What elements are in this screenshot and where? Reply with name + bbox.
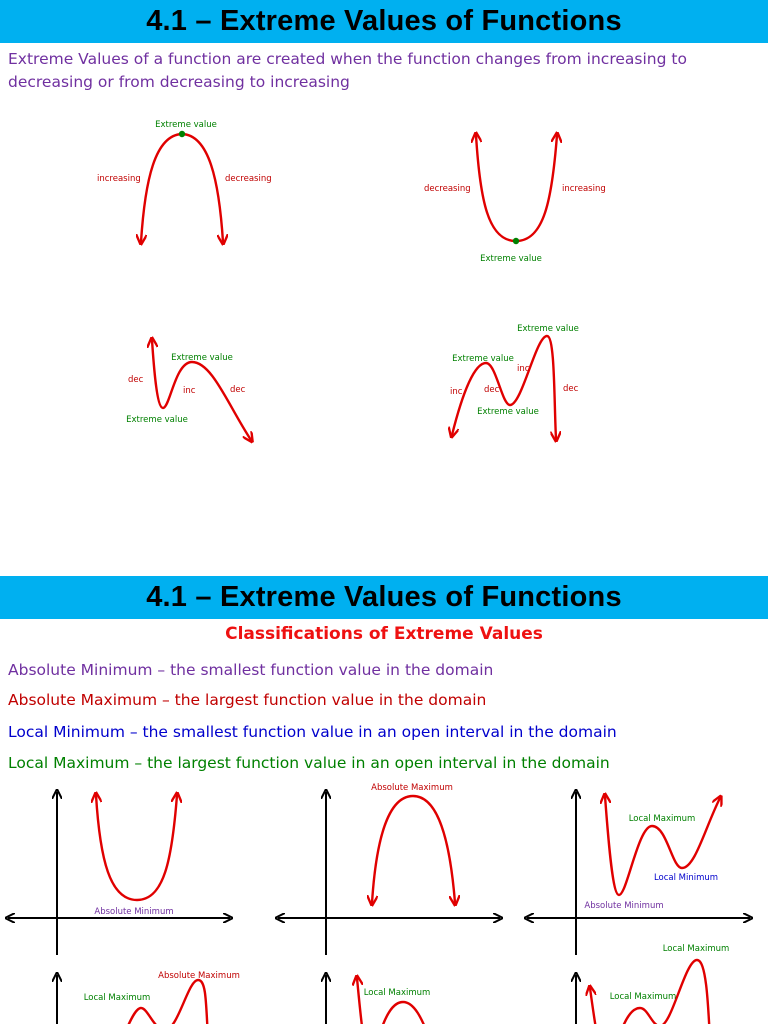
graph-bottom-right (576, 944, 729, 1024)
label-decreasing: decreasing (225, 174, 272, 184)
diagram-cubic-one-min-one-max (126, 340, 251, 440)
curve-partial (590, 988, 598, 1024)
curve-min-parabola (476, 135, 557, 241)
diagram-three-extremes (450, 324, 579, 439)
diagram-minimum-parabola (424, 135, 606, 264)
label-local-maximum-top: Local Maximum (662, 944, 730, 954)
label-local-maximum: Local Maximum (83, 993, 151, 1003)
extreme-point-dot (179, 131, 185, 137)
slide2-subtitle: Classifications of Extreme Values (225, 624, 543, 644)
graph-bottom-left (57, 971, 240, 1024)
label-extreme-value-left: Extreme value (452, 354, 514, 364)
definition-local-minimum: Local Minimum – the smallest function value in an open interval in the domain (8, 723, 617, 741)
label-absolute-minimum: Absolute Minimum (584, 901, 664, 911)
curve-u-shape (96, 795, 177, 900)
label-increasing: increasing (562, 184, 606, 194)
label-dec-right: dec (230, 385, 246, 395)
label-dec-right: dec (563, 384, 579, 394)
label-absolute-minimum: Absolute Minimum (94, 907, 174, 917)
slide1-title: 4.1 – Extreme Values of Functions (146, 5, 622, 37)
diagram-maximum-parabola (97, 120, 272, 242)
slide1-intro-text: Extreme Values of a function are created when the function changes from increasing to decreasing or from decreasing to increasing (8, 50, 687, 91)
label-extreme-value: Extreme value (155, 120, 217, 130)
definition-absolute-minimum: Absolute Minimum – the smallest function value in the domain (8, 661, 494, 679)
label-dec-mid: dec (484, 385, 500, 395)
definition-local-maximum: Local Maximum – the largest function value in an open interval in the domain (8, 754, 610, 772)
label-increasing: increasing (97, 174, 141, 184)
curve-partial-hump (378, 1002, 430, 1024)
graph-bottom-center (326, 975, 430, 1024)
curve-max-parabola (141, 134, 223, 242)
curve-three-extremes (452, 336, 556, 439)
extreme-point-dot (513, 238, 519, 244)
label-inc-mid: inc (517, 364, 530, 374)
label-extreme-value: Extreme value (480, 254, 542, 264)
label-extreme-value-max: Extreme value (171, 353, 233, 363)
label-inc-left: inc (450, 387, 463, 397)
label-absolute-maximum: Absolute Maximum (158, 971, 240, 981)
label-local-maximum: Local Maximum (363, 988, 431, 998)
graph-local-extremes (527, 792, 750, 955)
curve-partial (357, 978, 364, 1024)
graph-absolute-minimum (8, 792, 230, 955)
label-absolute-maximum: Absolute Maximum (371, 783, 453, 793)
graph-absolute-maximum (278, 783, 500, 955)
label-inc: inc (183, 386, 196, 396)
label-dec-left: dec (128, 375, 144, 385)
label-local-maximum: Local Maximum (628, 814, 696, 824)
label-extreme-value-top: Extreme value (517, 324, 579, 334)
label-decreasing: decreasing (424, 184, 471, 194)
label-extreme-value-min: Extreme value (126, 415, 188, 425)
label-local-maximum: Local Maximum (609, 992, 677, 1002)
curve-cap-shape (372, 796, 455, 903)
slide2-title: 4.1 – Extreme Values of Functions (146, 581, 622, 613)
label-local-minimum: Local Minimum (653, 873, 719, 883)
label-extreme-value-bottom: Extreme value (477, 407, 539, 417)
definition-absolute-maximum: Absolute Maximum – the largest function value in the domain (8, 691, 487, 709)
